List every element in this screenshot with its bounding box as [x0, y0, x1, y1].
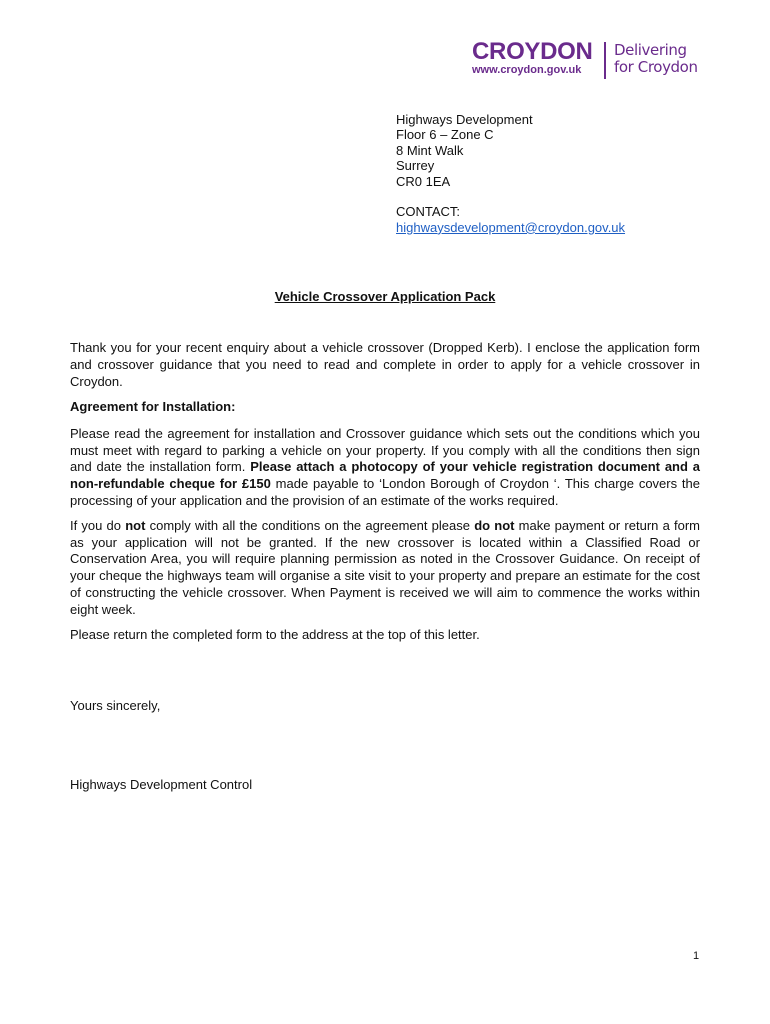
document-title: Vehicle Crossover Application Pack — [274, 289, 496, 304]
logo-url: www.croydon.gov.uk — [472, 64, 582, 76]
agreement-text: made payable to ‘London Borough of Croydon ‘. This charge covers the processing of your application and the provision of an estimate of the works required. — [70, 476, 701, 508]
conditions-paragraph — [70, 518, 700, 619]
conditions-emphasis: do not — [474, 517, 515, 533]
signature-block: Highways Development Control — [70, 777, 253, 792]
logo-tagline-line2: for Croydon — [614, 58, 698, 76]
return-instruction-paragraph: Please return the completed form to the address at the top of this letter. — [70, 626, 480, 642]
agreement-text: Please read the agreement for installation and Crossover guidance which sets out the conditions which you must meet with regard to parking a vehicle on your property. If you comply with all the conditions then sign and date the installation form. — [70, 425, 700, 475]
address-line: Surrey — [396, 158, 435, 174]
intro-paragraph: Thank you for your recent enquiry about a vehicle crossover (Dropped Kerb). I enclose the application form and crossover guidance that you need to read and complete in order to apply for a vehicle crossover in Croydon. — [70, 340, 700, 389]
contact-label: CONTACT: — [396, 204, 461, 220]
address-spacer — [396, 189, 625, 204]
closing-salutation: Yours sincerely, — [70, 698, 161, 713]
address-line: 8 Mint Walk — [396, 142, 464, 158]
logo-divider — [604, 42, 606, 79]
agreement-paragraph — [70, 426, 700, 510]
conditions-emphasis: not — [125, 517, 146, 533]
logo-tagline-line1: Delivering — [614, 41, 687, 59]
letter-body — [70, 340, 700, 643]
address-line: CR0 1EA — [396, 173, 451, 189]
logo-wordmark: CROYDON — [472, 38, 593, 65]
contact-email-link[interactable]: highwaysdevelopment@croydon.gov.uk — [396, 219, 626, 235]
conditions-text: make payment or return a form as your application will not be granted. If the new crossover is located within a Classified Road or Conservation Area, you will require planning permission as noted in the Crossover Guidance. On receipt of your cheque the highways team will organise a site visit to your property and prepare an estimate for the cost of constructing the vehicle crossover. When Payment is received we will aim to commence the works within eight week. — [70, 517, 700, 617]
address-line: Highways Development — [396, 112, 533, 127]
page-number: 1 — [693, 950, 700, 962]
conditions-text: comply with all the conditions on the agreement please — [145, 517, 475, 533]
croydon-logo[interactable] — [472, 39, 596, 77]
logo-tagline — [614, 42, 698, 76]
agreement-emphasis: Please attach a photocopy of your vehicle registration document and a non-refundable cheque for £150 — [70, 459, 700, 492]
address-line: Floor 6 – Zone C — [396, 127, 494, 143]
agreement-heading: Agreement for Installation: — [70, 398, 236, 414]
conditions-text: If you do — [70, 517, 126, 533]
sender-address — [396, 112, 625, 235]
